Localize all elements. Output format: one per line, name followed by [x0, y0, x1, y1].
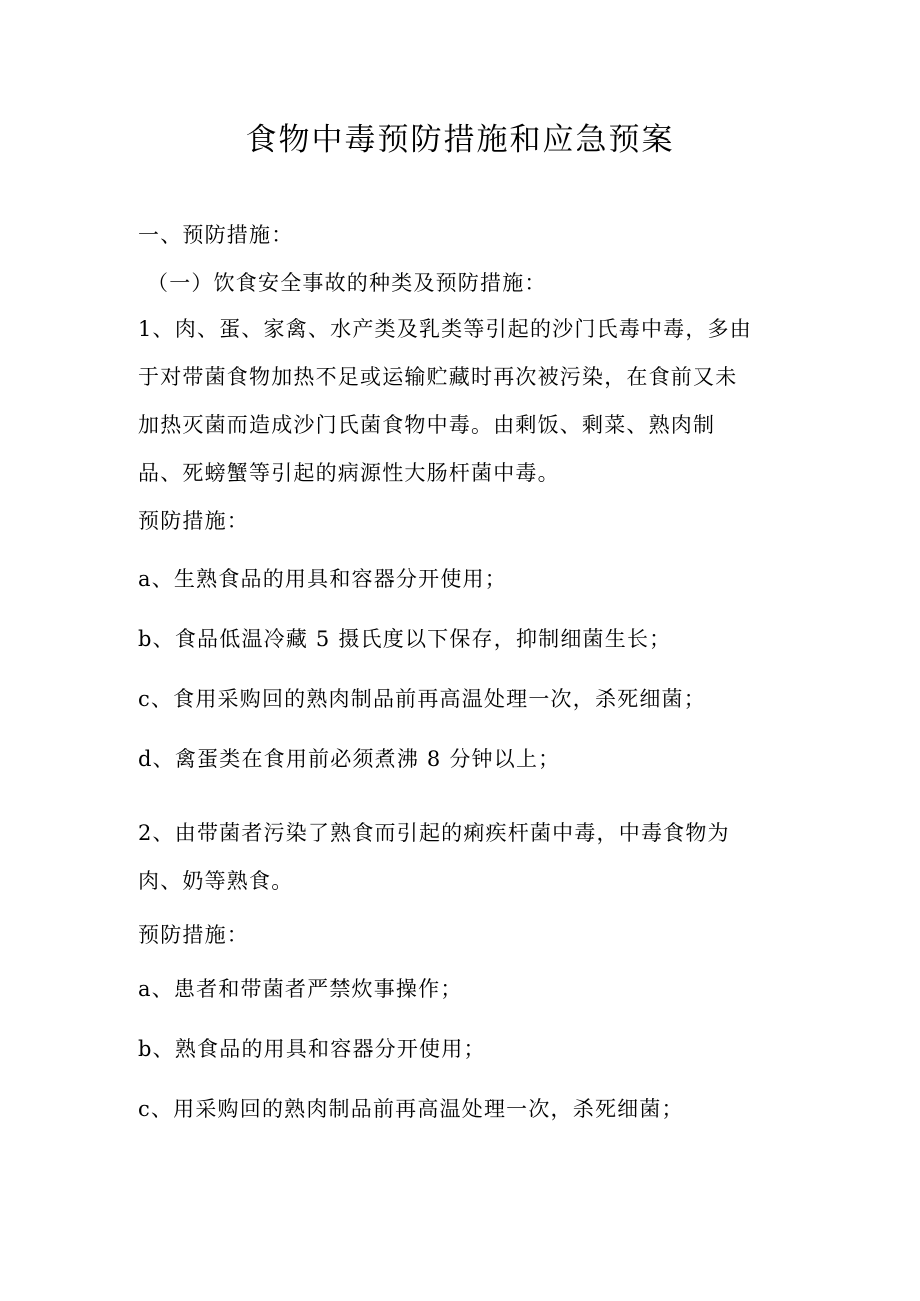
- measure-item: a、生熟食品的用具和容器分开使用；: [138, 567, 507, 591]
- measure-item: b、熟食品的用具和容器分开使用；: [138, 1037, 486, 1061]
- paragraph-line: 1、肉、蛋、家禽、水产类及乳类等引起的沙门氏毒中毒，多由: [138, 317, 752, 341]
- measure-item: d、禽蛋类在食用前必须煮沸 8 分钟以上；: [138, 747, 561, 771]
- section-heading-prevention: 一、预防措施：: [138, 223, 294, 247]
- paragraph-line: 肉、奶等熟食。: [138, 869, 294, 893]
- subsection-heading-accident-types: （一）饮食安全事故的种类及预防措施：: [147, 271, 547, 295]
- paragraph-line: 品、死螃蟹等引起的病源性大肠杆菌中毒。: [138, 461, 560, 485]
- prevention-measures-label: 预防措施：: [138, 509, 249, 533]
- measure-item: a、患者和带菌者严禁炊事操作；: [138, 977, 463, 1001]
- measure-item: c、用采购回的熟肉制品前再高温处理一次，杀死细菌；: [138, 1097, 684, 1121]
- measure-item: c、食用采购回的熟肉制品前再高温处理一次，杀死细菌；: [138, 687, 706, 711]
- paragraph-line: 加热灭菌而造成沙门氏菌食物中毒。由剩饭、剩菜、熟肉制: [138, 413, 716, 437]
- paragraph-line: 2、由带菌者污染了熟食而引起的痢疾杆菌中毒，中毒食物为: [138, 821, 730, 845]
- paragraph-line: 于对带菌食物加热不足或运输贮藏时再次被污染，在食前又未: [138, 365, 738, 389]
- measure-item: b、食品低温冷藏 5 摄氏度以下保存，抑制细菌生长；: [138, 627, 672, 651]
- document-title: 食物中毒预防措施和应急预案: [245, 122, 675, 158]
- prevention-measures-label: 预防措施：: [138, 923, 249, 947]
